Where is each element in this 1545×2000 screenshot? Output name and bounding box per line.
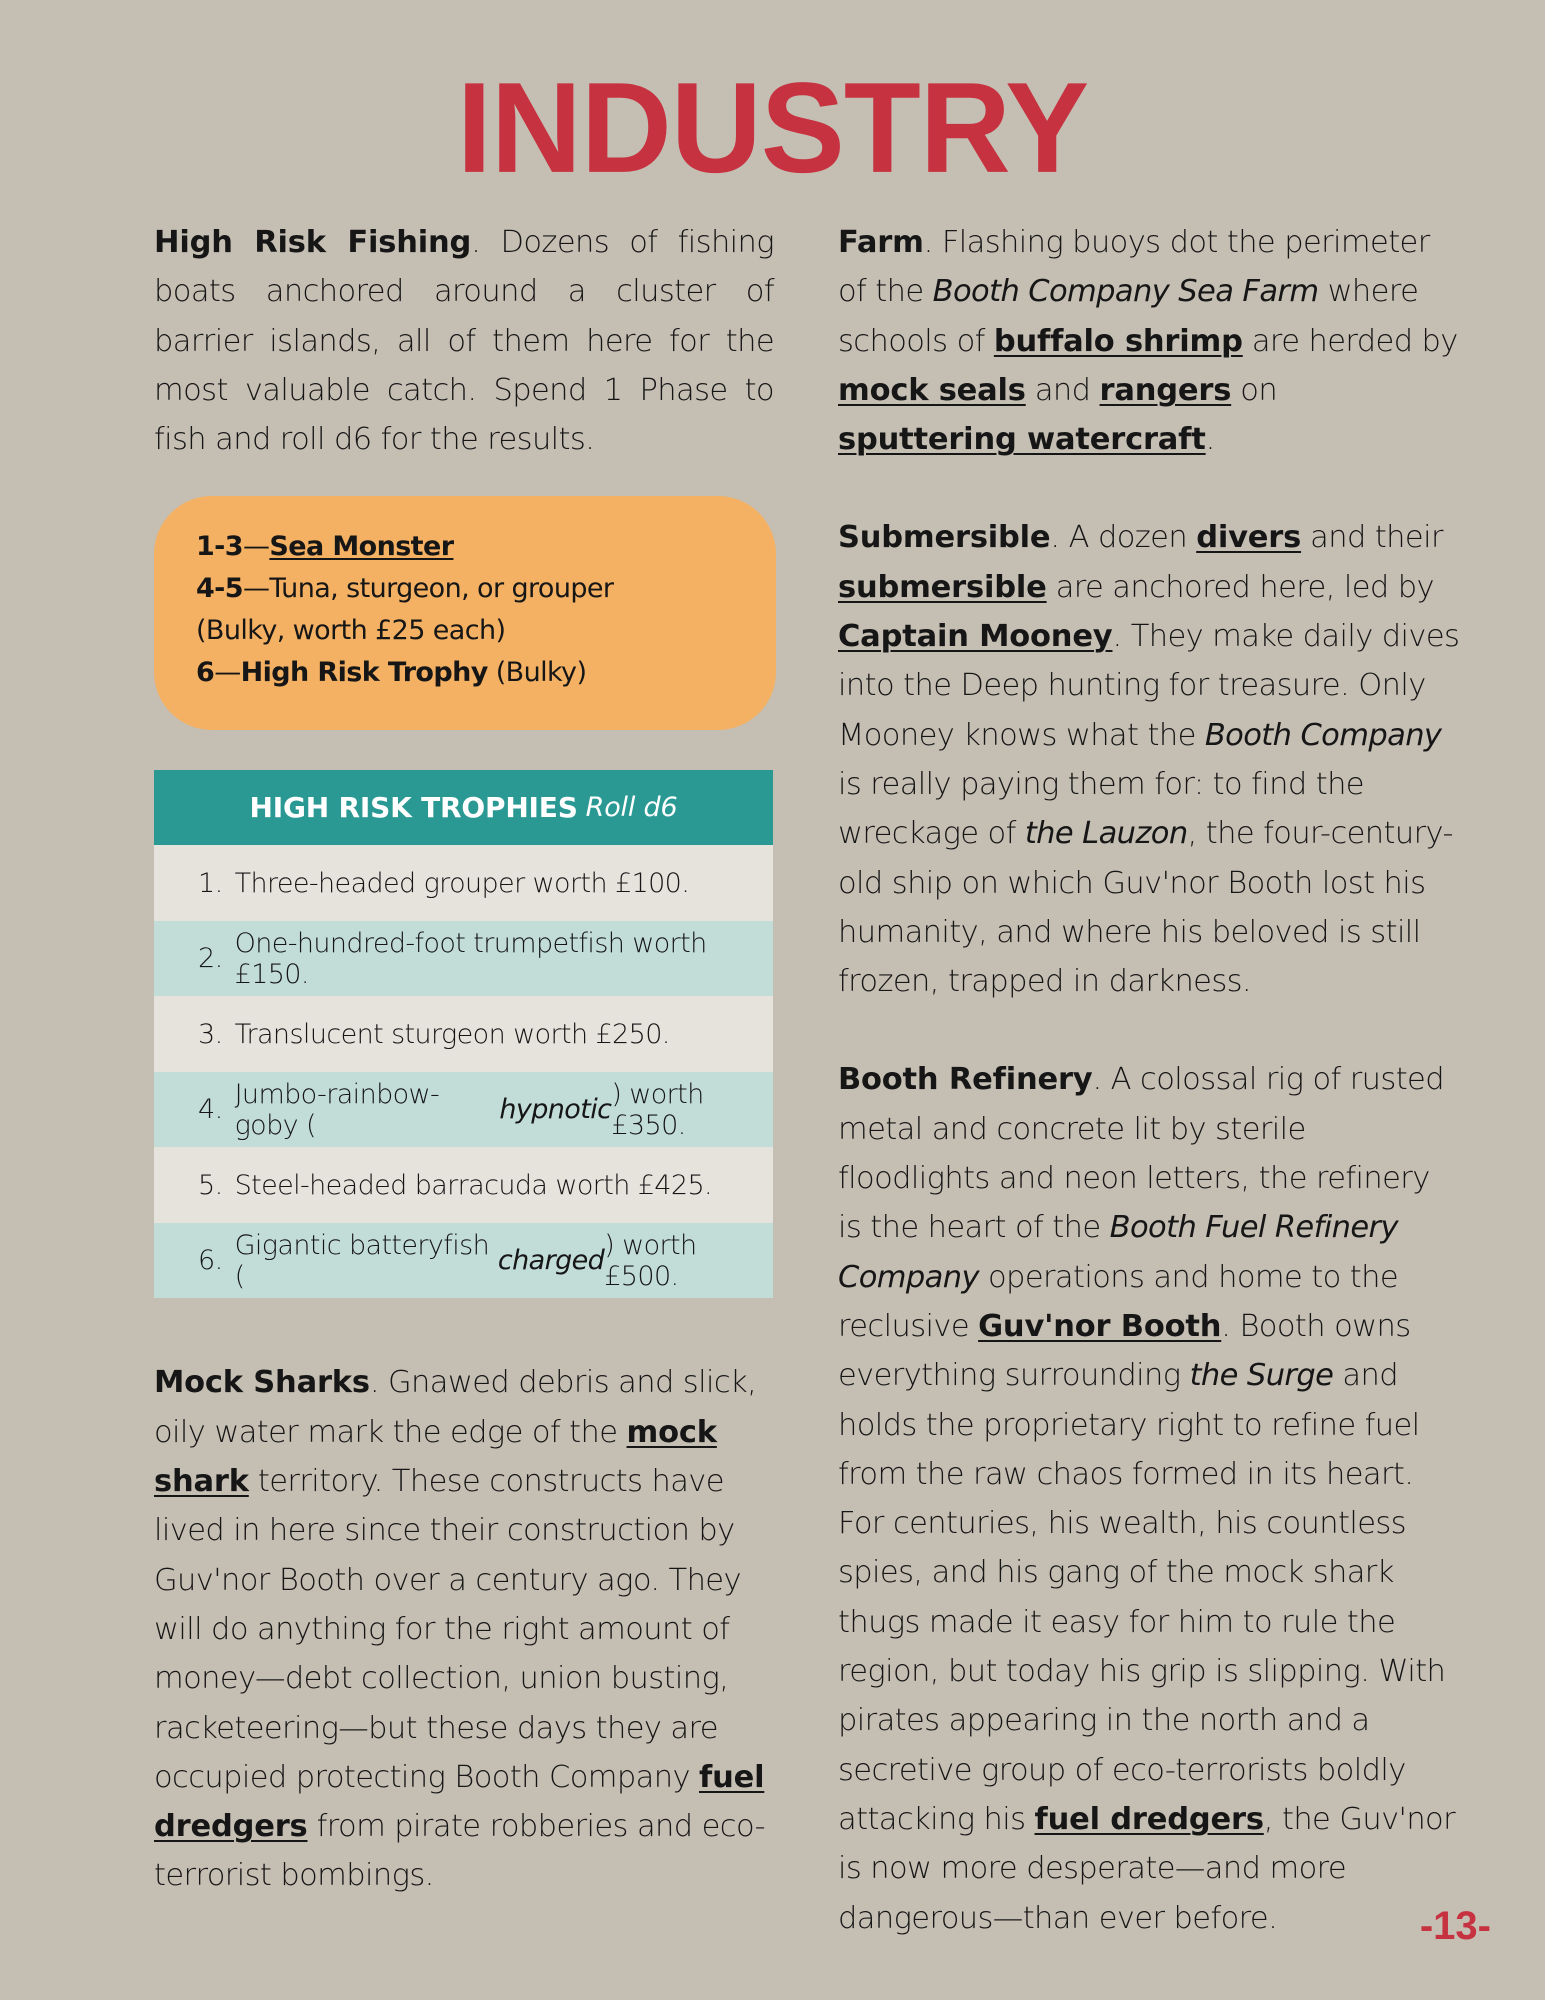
farm-text-6: .: [1205, 422, 1215, 458]
trophy-text: Gigantic batteryfish (: [234, 1229, 490, 1292]
roll-row-2b: (Bulky, worth £25 each): [196, 615, 506, 647]
mock-shark-link[interactable]: mock shark: [154, 1414, 717, 1500]
sharks-text-2: territory. These constructs have lived in here since their construction by Guv'nor Booth over a century ago. They will do anything for the right amount of money—debt collection, union busting, racketeering—but these days they are occupied protecting Booth Company: [154, 1464, 741, 1795]
trophy-trait: charged: [497, 1245, 605, 1277]
refinery-paragraph: [838, 1055, 1460, 1942]
trophy-row: [154, 996, 773, 1072]
fuel-dredgers-link[interactable]: fuel dredgers: [1034, 1801, 1264, 1837]
sharks-heading: Mock Sharks: [154, 1365, 370, 1401]
guvnor-booth-link[interactable]: Guv'nor Booth: [978, 1308, 1222, 1344]
farm-text-3: are herded by: [1242, 323, 1458, 359]
divers-link[interactable]: divers: [1196, 520, 1302, 556]
roll-dash-1: —: [242, 531, 270, 563]
trophy-num: 5.: [198, 1169, 223, 1201]
roll-row-1: [196, 526, 736, 568]
farm-text-2: where schools of: [838, 274, 1419, 359]
sea-monster-link[interactable]: Sea Monster: [269, 531, 454, 563]
roll-bold-3: High Risk Trophy: [240, 657, 488, 689]
sharks-text-3: from pirate robberies and eco-terrorist bombings.: [154, 1809, 765, 1894]
farm-text-1: . Flashing buoys dot the perimeter of the: [838, 225, 1430, 310]
trophies-header-title: HIGH RISK TROPHIES: [249, 791, 578, 825]
trophy-row: [154, 1072, 773, 1148]
trophy-row: [154, 845, 773, 921]
mock-seals-link[interactable]: mock seals: [838, 372, 1026, 408]
trophies-header: [154, 770, 773, 845]
trophy-row: [154, 921, 773, 997]
fishing-paragraph: [154, 218, 774, 464]
refinery-emphasis-1: Booth Fuel Refinery Company: [838, 1210, 1398, 1295]
trophy-text: Steel-headed barracuda worth £425.: [234, 1169, 713, 1201]
submersible-text-4: . They make daily dives into the Deep hunting for treasure. Only Mooney knows what the: [838, 619, 1460, 753]
rangers-link[interactable]: rangers: [1099, 372, 1232, 408]
page-title: INDUSTRY: [456, 55, 1089, 200]
trophy-num: 2.: [198, 943, 223, 975]
page-number: -13-: [1419, 1904, 1491, 1948]
submersible-text-5: is really paying them for: to find the wreckage of: [838, 766, 1364, 852]
trophy-text-end: ) worth £500.: [604, 1229, 697, 1292]
refinery-text-2: operations and home to the reclusive: [838, 1259, 1399, 1344]
sharks-paragraph: [154, 1358, 774, 1900]
farm-paragraph: [838, 218, 1460, 464]
trophy-num: 3.: [198, 1018, 223, 1050]
refinery-text-1: . A colossal rig of rusted metal and concrete lit by sterile floodlights and neon letters, the refinery is the heart of the: [838, 1062, 1444, 1246]
sharks-text-1: . Gnawed debris and slick, oily water mark the edge of the: [154, 1365, 757, 1450]
trophy-text-end: ) worth £350.: [611, 1078, 704, 1141]
submersible-text-1: . A dozen: [1050, 520, 1197, 556]
farm-heading: Farm: [838, 225, 924, 260]
trophy-row: [154, 1223, 773, 1299]
right-column: [838, 218, 1460, 1943]
trophy-row: [154, 1147, 773, 1223]
roll-text-2: —Tuna, sturgeon, or grouper: [242, 573, 614, 605]
roll-text-3: (Bulky): [487, 657, 587, 689]
farm-text-4: and: [1025, 372, 1100, 408]
roll-key-2: 4-5: [196, 573, 243, 605]
fishing-roll-table: [154, 496, 776, 730]
trophy-num: 1.: [198, 867, 223, 899]
submersible-paragraph: [838, 513, 1460, 1006]
roll-row-3: [196, 652, 736, 694]
fishing-text: . Dozens of fishing boats anchored around a cluster of barrier islands, all of them here for the most valuable catch. Spend 1 Phase to fish and roll d6 for the results.: [154, 225, 774, 458]
submersible-text-3: are anchored here, led by: [1046, 569, 1435, 605]
roll-key-1: 1-3: [196, 531, 243, 563]
sputtering-watercraft-link[interactable]: sputtering watercraft: [838, 422, 1206, 458]
roll-row-2: [196, 568, 736, 610]
trophy-text: Jumbo-rainbow-goby (: [234, 1078, 440, 1141]
trophy-trait: hypnotic: [499, 1094, 612, 1126]
trophy-text: Three-headed grouper worth £100.: [234, 867, 690, 899]
submersible-link[interactable]: submersible: [838, 569, 1047, 605]
trophy-num: 6.: [198, 1245, 223, 1277]
trophies-header-roll: Roll d6: [585, 792, 678, 824]
roll-dash-3: —: [214, 657, 241, 689]
trophy-num: 4.: [198, 1094, 223, 1126]
refinery-text-3: . Booth owns everything surrounding: [838, 1308, 1411, 1394]
submersible-emphasis-1: Booth Company: [1204, 717, 1442, 753]
fuel-dredgers-link[interactable]: fuel dredgers: [154, 1759, 765, 1845]
refinery-heading: Booth Refinery: [838, 1062, 1093, 1098]
submersible-text-6: , the four-century-old ship on which Guv'nor Booth lost his humanity, and where his beloved is still frozen, trapped in darkness.: [838, 816, 1453, 1000]
refinery-text-4: and holds the proprietary right to refine fuel from the raw chaos formed in its heart. For centuries, his wealth, his countless spies, and his gang of the mock shark thugs made it easy for him to rule the region, but today his grip is slipping. With pirates appearing in the north and a secretive group of eco-terrorists boldly attacking his: [838, 1358, 1446, 1837]
captain-mooney-link[interactable]: Captain Mooney: [838, 619, 1113, 655]
refinery-text-5: , the Guv'nor is now more desperate—and more dangerous—than ever before.: [838, 1801, 1456, 1936]
farm-emphasis: Booth Company Sea Farm: [932, 274, 1319, 310]
roll-key-3: 6: [196, 657, 215, 689]
left-column: [154, 218, 774, 1901]
fishing-heading: High Risk Fishing: [154, 225, 472, 260]
buffalo-shrimp-link[interactable]: buffalo shrimp: [993, 323, 1243, 359]
trophy-text: Translucent sturgeon worth £250.: [234, 1018, 670, 1050]
submersible-heading: Submersible: [838, 520, 1051, 556]
submersible-emphasis-2: the Lauzon: [1024, 816, 1188, 852]
refinery-emphasis-2: the Surge: [1189, 1358, 1334, 1394]
trophy-text: One-hundred-foot trumpetfish worth £150.: [234, 927, 707, 990]
farm-text-5: on: [1231, 372, 1278, 408]
submersible-text-2: and their: [1301, 520, 1443, 556]
trophies-table: [154, 770, 773, 1298]
